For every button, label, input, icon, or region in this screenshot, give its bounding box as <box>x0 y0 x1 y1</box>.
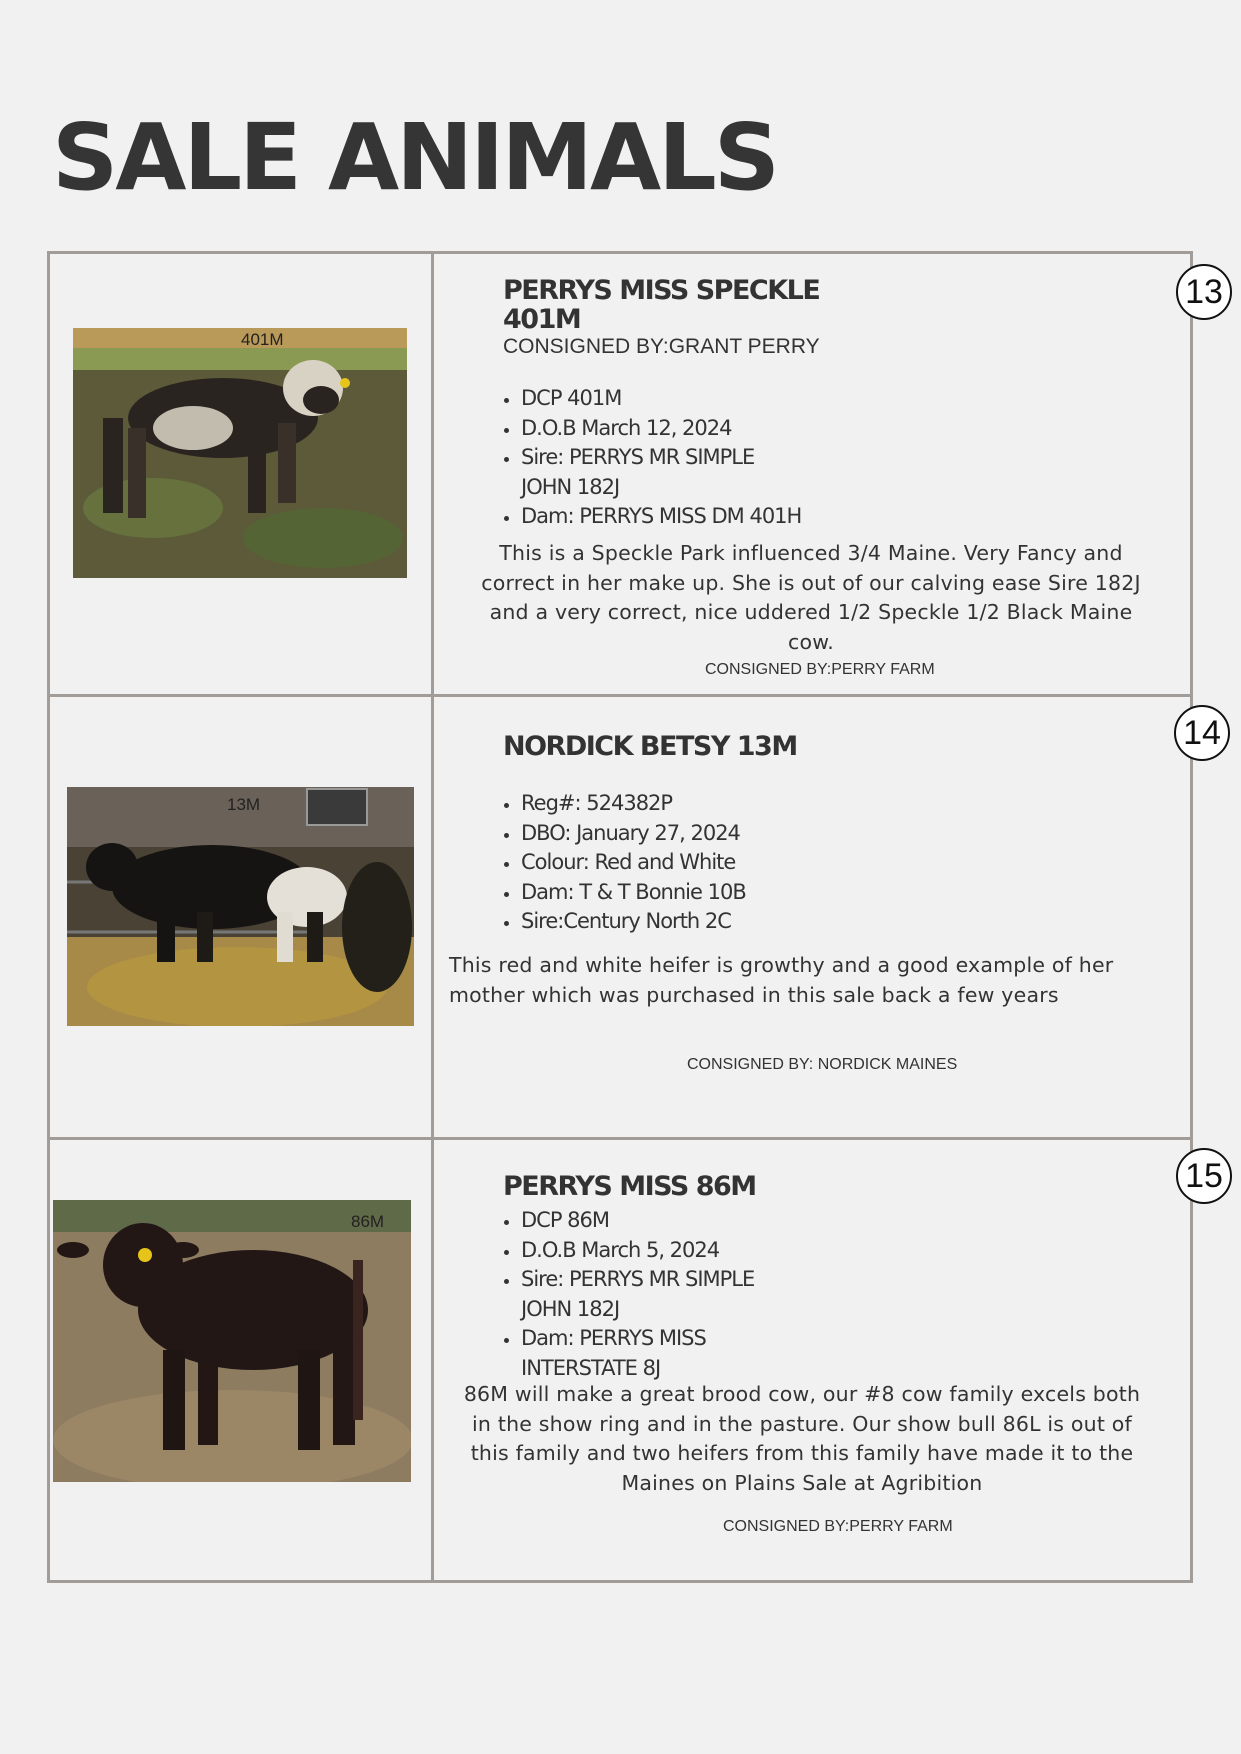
sale-table <box>47 251 1223 1583</box>
lot-number-badge: 15 <box>1176 1148 1232 1204</box>
animal-photo <box>73 328 407 578</box>
photo-cell <box>50 697 434 1137</box>
description-line: and a very correct, nice uddered 1/2 Speckle 1/2 Black Maine <box>489 600 1133 624</box>
description <box>449 951 1189 1010</box>
consignor-bottom: CONSIGNED BY:PERRY FARM <box>723 1518 953 1535</box>
consignor-top: CONSIGNED BY:GRANT PERRY <box>503 335 820 358</box>
animal-name <box>503 276 863 334</box>
animal-name-line1: PERRYS MISS 86M <box>503 1171 756 1202</box>
fact-item: • Sire: PERRYS MR SIMPLE <box>521 443 801 473</box>
description-line: this family and two heifers from this family have made it to the <box>470 1441 1134 1465</box>
photo-cell <box>50 254 434 694</box>
fact-item: • Colour: Red and White <box>521 848 746 878</box>
lot-number-badge: 14 <box>1174 705 1230 761</box>
animal-name <box>503 732 863 761</box>
animal-photo <box>67 787 414 1026</box>
animal-name-line2: 401M <box>503 304 581 335</box>
lot-number-badge: 13 <box>1176 264 1232 320</box>
fact-list <box>503 789 746 937</box>
animal-name <box>503 1172 863 1201</box>
description <box>437 1380 1167 1498</box>
description-line: correct in her make up. She is out of our calving ease Sire 182J <box>481 570 1141 595</box>
description <box>441 539 1181 657</box>
info-cell <box>437 254 1223 694</box>
fact-item: • Dam: PERRYS MISS <box>521 1324 754 1354</box>
description-line: This red and white heifer is growthy and a good example of her <box>449 953 1114 977</box>
fact-item-continued: JOHN 182J <box>521 474 620 499</box>
animal-name-line1: NORDICK BETSY 13M <box>503 731 797 762</box>
info-cell <box>437 697 1221 1137</box>
photo-label: 13M <box>227 795 261 814</box>
fact-item-continued: INTERSTATE 8J <box>521 1355 661 1380</box>
consignor-bottom: CONSIGNED BY: NORDICK MAINES <box>687 1056 958 1073</box>
fact-item: • DCP 86M <box>521 1206 754 1236</box>
description-line: cow. <box>787 629 834 654</box>
page-title: SALE ANIMALS <box>52 104 778 211</box>
photo-cell <box>50 1140 434 1580</box>
lot-row <box>50 697 1221 1140</box>
fact-item: • Reg#: 524382P <box>521 789 746 819</box>
fact-item: • D.O.B March 5, 2024 <box>521 1236 754 1266</box>
fact-item-continued: JOHN 182J <box>521 1296 620 1321</box>
animal-photo <box>53 1200 411 1482</box>
consignor-bottom: CONSIGNED BY:PERRY FARM <box>705 661 935 678</box>
fact-item: • D.O.B March 12, 2024 <box>521 414 801 444</box>
lot-row <box>50 254 1223 697</box>
photo-label: 401M <box>241 330 284 349</box>
lot-row <box>50 1140 1223 1580</box>
description-line: This is a Speckle Park influenced 3/4 Maine. Very Fancy and <box>499 541 1123 565</box>
fact-item: • Dam: T & T Bonnie 10B <box>521 878 746 908</box>
fact-list <box>503 384 801 532</box>
description-line: 86M will make a great brood cow, our #8 cow family excels both <box>463 1382 1141 1406</box>
fact-item: • Sire:Century North 2C <box>521 907 746 937</box>
fact-item: • DCP 401M <box>521 384 801 414</box>
info-cell <box>437 1140 1223 1580</box>
fact-item: • Sire: PERRYS MR SIMPLE <box>521 1265 754 1295</box>
animal-name-line1: PERRYS MISS SPECKLE <box>503 275 820 306</box>
photo-label: 86M <box>351 1212 385 1231</box>
fact-item: • Dam: PERRYS MISS DM 401H <box>521 502 801 532</box>
description-line: mother which was purchased in this sale back a few years <box>449 982 1059 1007</box>
fact-item: • DBO: January 27, 2024 <box>521 819 746 849</box>
description-line: Maines on Plains Sale at Agribition <box>621 1470 983 1495</box>
fact-list <box>503 1206 754 1383</box>
description-line: in the show ring and in the pasture. Our show bull 86L is out of <box>472 1411 1132 1436</box>
